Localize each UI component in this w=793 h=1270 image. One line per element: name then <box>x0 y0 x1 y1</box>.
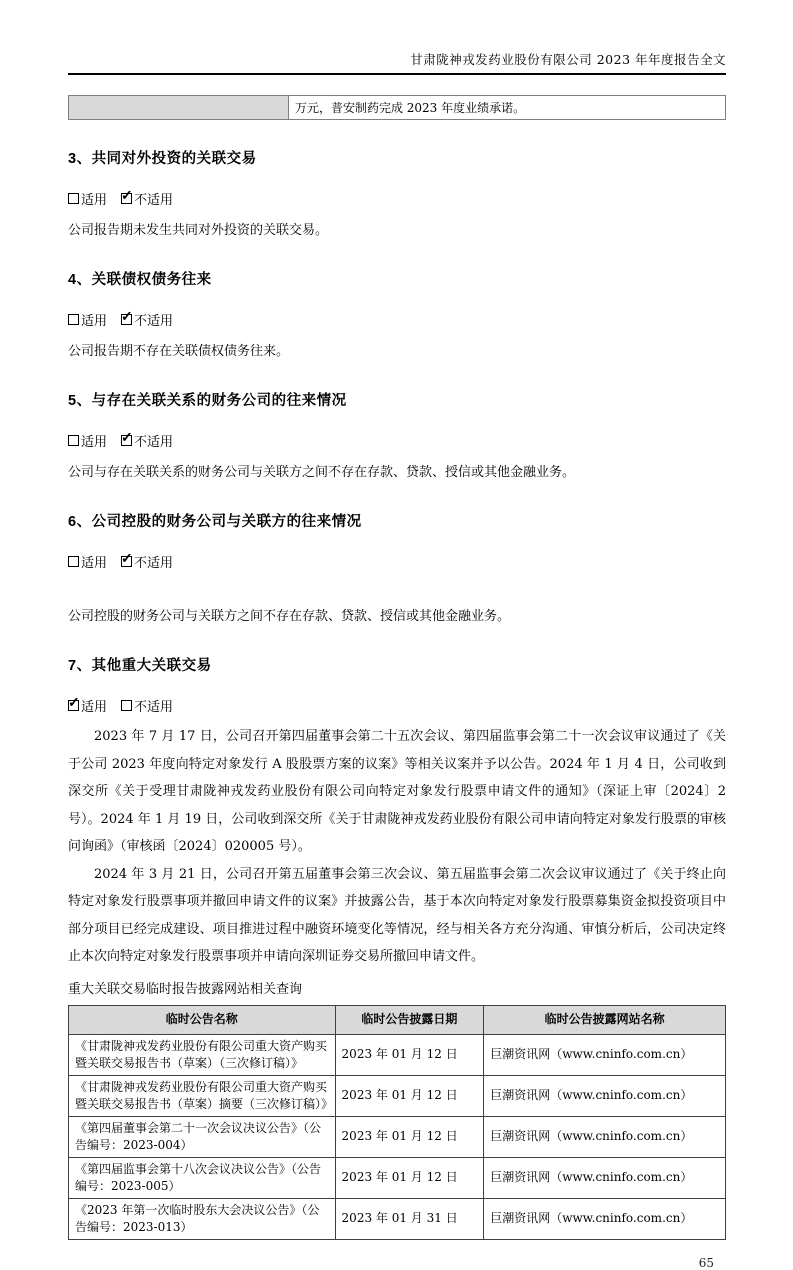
disclosure-date-cell: 2023 年 01 月 31 日 <box>335 1198 484 1239</box>
section-7-applicability <box>68 696 726 715</box>
document-title: 甘肃陇神戎发药业股份有限公司 2023 年年度报告全文 <box>410 52 726 67</box>
applicable-label: 适用 <box>81 556 108 571</box>
applicable-label: 适用 <box>81 314 108 329</box>
disclosure-table-caption: 重大关联交易临时报告披露网站相关查询 <box>68 981 303 997</box>
section-3-heading: 3、共同对外投资的关联交易 <box>68 151 257 167</box>
section-7-heading: 7、其他重大关联交易 <box>68 658 212 674</box>
carryover-note-cell: 万元，普安制药完成 2023 年度业绩承诺。 <box>288 96 725 120</box>
website-cell: 巨潮资讯网（www.cninfo.com.cn） <box>484 1116 726 1157</box>
table-row <box>69 1198 726 1239</box>
section-4-body: 公司报告期不存在关联债权债务往来。 <box>68 344 290 359</box>
not-applicable-checkbox[interactable] <box>121 556 132 567</box>
section-3-body: 公司报告期未发生共同对外投资的关联交易。 <box>68 223 329 238</box>
section-4-heading: 4、关联债权债务往来 <box>68 272 212 288</box>
applicable-checkbox[interactable] <box>68 193 79 204</box>
applicable-checkbox[interactable] <box>68 556 79 567</box>
applicable-label: 适用 <box>81 193 108 208</box>
website-cell: 巨潮资讯网（www.cninfo.com.cn） <box>484 1198 726 1239</box>
applicable-checkbox[interactable] <box>68 435 79 446</box>
column-header-website-name: 临时公告披露网站名称 <box>484 1005 726 1034</box>
disclosure-date-cell: 2023 年 01 月 12 日 <box>335 1075 484 1116</box>
column-header-disclosure-date: 临时公告披露日期 <box>335 1005 484 1034</box>
announcement-name-cell: 《甘肃陇神戎发药业股份有限公司重大资产购买暨关联交易报告书（草案）摘要（三次修订稿）》 <box>69 1075 336 1116</box>
carryover-label-cell <box>69 96 289 120</box>
section-5-heading: 5、与存在关联关系的财务公司的往来情况 <box>68 393 347 409</box>
announcement-name-cell: 《第四届董事会第二十一次会议决议公告》（公告编号：2023-004） <box>69 1116 336 1157</box>
disclosure-date-cell: 2023 年 01 月 12 日 <box>335 1034 484 1075</box>
announcement-name-cell: 《甘肃陇神戎发药业股份有限公司重大资产购买暨关联交易报告书（草案）（三次修订稿）》 <box>69 1034 336 1075</box>
not-applicable-label: 不适用 <box>134 556 174 571</box>
section-3-applicability <box>68 189 726 208</box>
not-applicable-label: 不适用 <box>134 700 174 715</box>
section-4-applicability <box>68 310 726 329</box>
document-header <box>68 0 726 75</box>
not-applicable-checkbox[interactable] <box>121 435 132 446</box>
paragraph: 2023 年 7 月 17 日，公司召开第四届董事会第二十五次会议、第四届监事会第二十一次会议审议通过了《关于公司 2023 年度向特定对象发行 A 股股票方案的议案》等相关议案并予以公告。2024 年 1 月 4 日，公司收到深交所《关于受理甘肃陇神戎发药业股份有限公司向特定对象发行股票申请文件的通知》（深证上审〔2024〕2 号）。2024 年 1 月 19 日，公司收到深交所《关于甘肃陇神戎发药业股份有限公司申请向特定对象发行股票的审核问询函》（审核函〔2024〕020005 号）。 <box>68 729 726 854</box>
not-applicable-label: 不适用 <box>134 435 174 450</box>
table-row <box>69 1116 726 1157</box>
not-applicable-checkbox[interactable] <box>121 193 132 204</box>
website-cell: 巨潮资讯网（www.cninfo.com.cn） <box>484 1034 726 1075</box>
section-5-applicability <box>68 431 726 450</box>
applicable-checkbox[interactable] <box>68 314 79 325</box>
paragraph: 2024 年 3 月 21 日，公司召开第五届董事会第三次会议、第五届监事会第二次会议审议通过了《关于终止向特定对象发行股票事项并撤回申请文件的议案》并披露公告，基于本次向特定对象发行股票募集资金拟投资项目中部分项目已经完成建设、项目推进过程中融资环境变化等情况，经与相关各方充分沟通、审慎分析后，公司决定终止本次向特定对象发行股票事项并申请向深圳证券交易所撤回申请文件。 <box>68 866 726 964</box>
section-7-paragraphs <box>68 723 726 971</box>
disclosure-table <box>68 1005 726 1240</box>
carryover-table <box>68 95 726 120</box>
applicable-label: 适用 <box>81 700 108 715</box>
section-5-body: 公司与存在关联关系的财务公司与关联方之间不存在存款、贷款、授信或其他金融业务。 <box>68 465 576 480</box>
section-6-body: 公司控股的财务公司与关联方之间不存在存款、贷款、授信或其他金融业务。 <box>68 609 511 624</box>
not-applicable-label: 不适用 <box>134 314 174 329</box>
applicable-label: 适用 <box>81 435 108 450</box>
table-row <box>69 1075 726 1116</box>
not-applicable-label: 不适用 <box>134 193 174 208</box>
announcement-name-cell: 《2023 年第一次临时股东大会决议公告》（公告编号：2023-013） <box>69 1198 336 1239</box>
not-applicable-checkbox[interactable] <box>121 700 132 711</box>
disclosure-date-cell: 2023 年 01 月 12 日 <box>335 1116 484 1157</box>
section-6-applicability <box>68 552 726 571</box>
not-applicable-checkbox[interactable] <box>121 314 132 325</box>
website-cell: 巨潮资讯网（www.cninfo.com.cn） <box>484 1157 726 1198</box>
column-header-announcement-name: 临时公告名称 <box>69 1005 336 1034</box>
disclosure-date-cell: 2023 年 01 月 12 日 <box>335 1157 484 1198</box>
applicable-checkbox[interactable] <box>68 700 79 711</box>
announcement-name-cell: 《第四届监事会第十八次会议决议公告》（公告编号：2023-005） <box>69 1157 336 1198</box>
table-header-row <box>69 1005 726 1034</box>
table-row <box>69 96 726 120</box>
website-cell: 巨潮资讯网（www.cninfo.com.cn） <box>484 1075 726 1116</box>
table-row <box>69 1157 726 1198</box>
section-6-heading: 6、公司控股的财务公司与关联方的往来情况 <box>68 514 362 530</box>
page-number: 65 <box>698 1255 714 1270</box>
table-row <box>69 1034 726 1075</box>
